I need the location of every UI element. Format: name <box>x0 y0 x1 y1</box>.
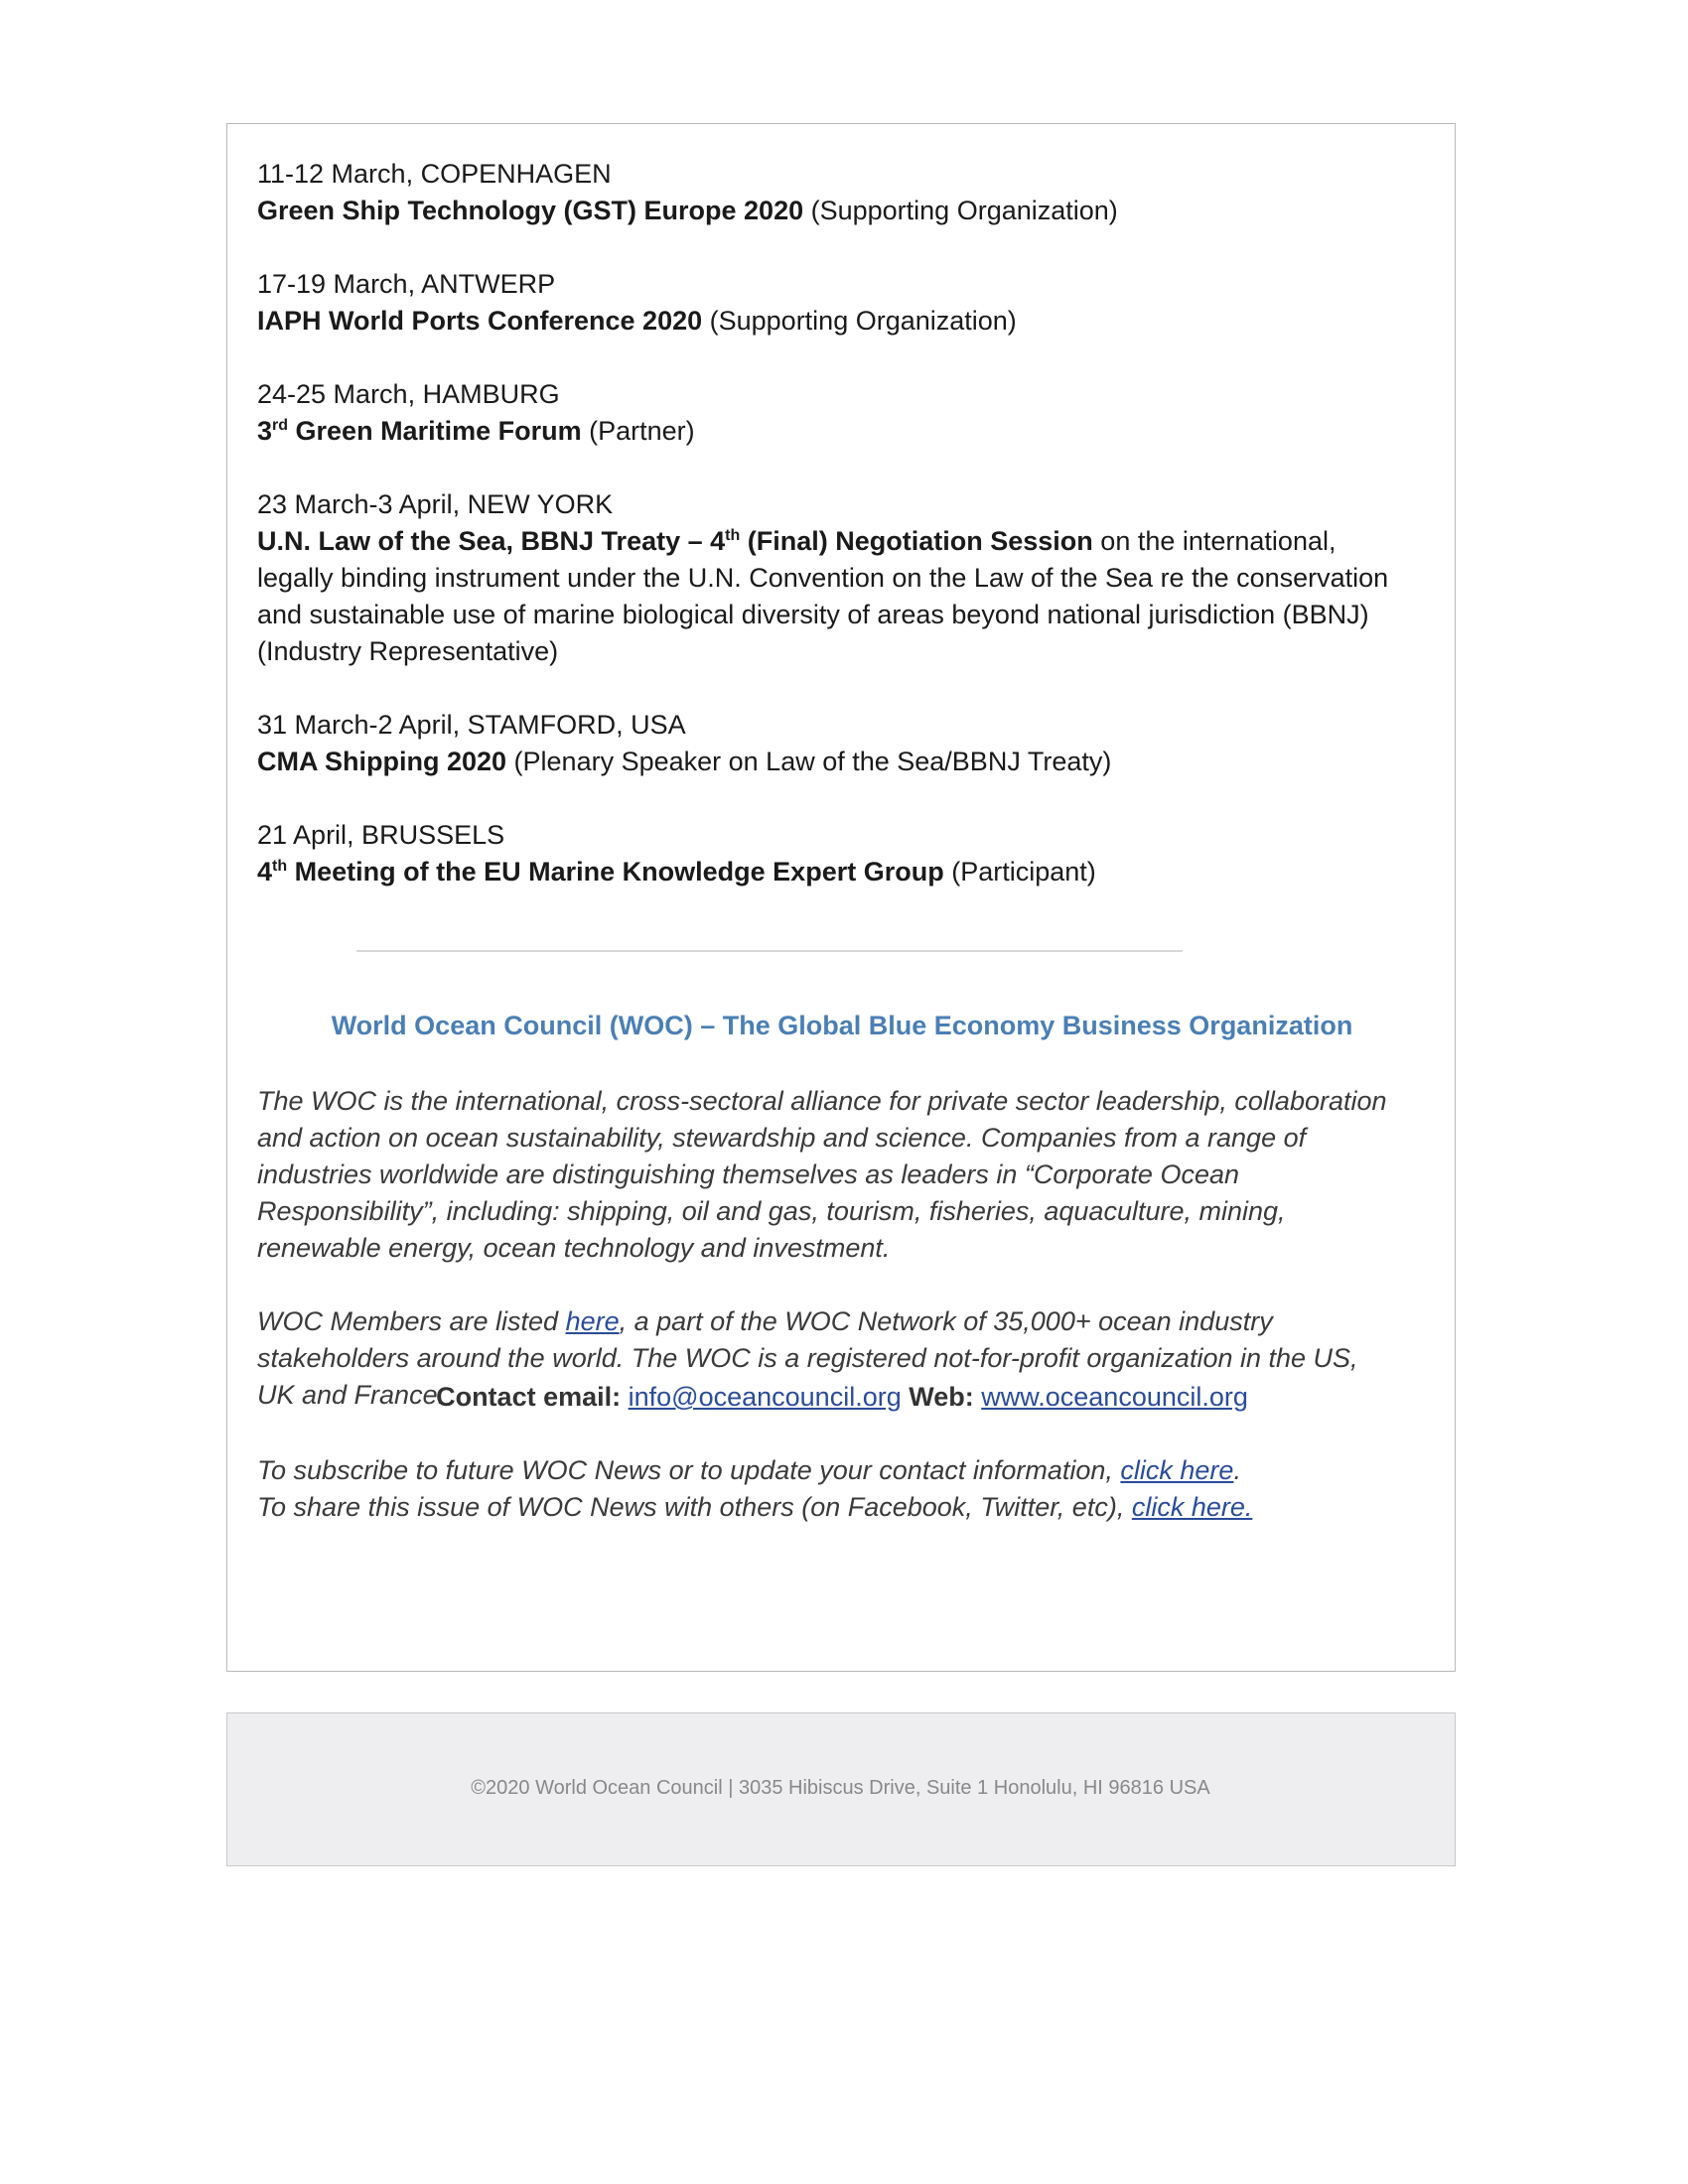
event-item <box>257 817 1399 890</box>
event-item <box>257 156 1399 229</box>
event-title-number: 4 <box>257 857 273 887</box>
members-here-link[interactable]: here <box>565 1306 620 1336</box>
event-role: (Participant) <box>943 857 1096 887</box>
event-role: (Partner) <box>581 416 695 446</box>
event-title-number: 3 <box>257 416 273 446</box>
event-role: (Plenary Speaker on Law of the Sea/BBNJ Treaty) <box>506 747 1112 776</box>
website-link[interactable]: www.oceancouncil.org <box>981 1382 1248 1412</box>
event-date: 11-12 March, COPENHAGEN <box>257 159 612 189</box>
event-description: on the international, legally binding instrument under the U.N. Convention on the Law of the Sea re the conservation and sustainable use of marine biological diversity of areas beyond national jurisdiction (BBNJ) (Industry Representative) <box>257 526 1389 666</box>
event-date: 24-25 March, HAMBURG <box>257 379 560 409</box>
subscribe-text: To subscribe to future WOC News or to update your contact information, <box>257 1455 1121 1485</box>
share-line <box>257 1489 1399 1526</box>
subscribe-line <box>257 1452 1399 1489</box>
event-title <box>257 857 944 887</box>
subscribe-section <box>257 1452 1399 1526</box>
event-title-text: (Final) Negotiation Session <box>740 526 1093 556</box>
event-item <box>257 376 1399 450</box>
footer-copyright: ©2020 World Ocean Council | 3035 Hibiscus Drive, Suite 1 Honolulu, HI 96816 USA <box>471 1777 1210 1799</box>
members-text-post: , a part of the WOC Network of 35,000+ ocean industry stakeholders around the world. The WOC is a registered not-for-profit organization in the US, UK and France. <box>257 1306 1358 1410</box>
subscribe-click-here-link[interactable]: click here <box>1120 1455 1234 1485</box>
event-role: (Supporting Organization) <box>803 196 1118 225</box>
contact-email-label: Contact email: <box>436 1382 622 1412</box>
event-date: 31 March-2 April, STAMFORD, USA <box>257 710 686 740</box>
members-text-pre: WOC Members are listed <box>257 1306 566 1336</box>
event-title-prefix: U.N. Law of the Sea, BBNJ Treaty – 4 <box>257 526 726 556</box>
event-title <box>257 416 582 446</box>
event-item <box>257 707 1399 780</box>
section-divider <box>356 950 1183 952</box>
org-description: The WOC is the international, cross-sectoral alliance for private sector leadership, collaboration and action on ocean sustainability, stewardship and science. Companies from a range of industries worldwide are distinguishing themselves as leaders in “Corporate Ocean Responsibility”, including: shipping, oil and gas, tourism, fisheries, aquaculture, mining, renewable energy, ocean technology and investment. <box>257 1086 1387 1263</box>
event-title-ordinal: rd <box>272 417 289 434</box>
newsletter-content-box <box>226 123 1456 1672</box>
event-date: 17-19 March, ANTWERP <box>257 269 556 299</box>
event-title-ordinal: th <box>272 858 288 875</box>
event-title: Green Ship Technology (GST) Europe 2020 <box>257 196 804 225</box>
event-title: IAPH World Ports Conference 2020 <box>257 306 703 336</box>
event-date: 21 April, BRUSSELS <box>257 820 505 850</box>
event-title-text: Meeting of the EU Marine Knowledge Expert Group <box>287 857 944 887</box>
event-title-ordinal: th <box>725 527 741 544</box>
subscribe-text-end: . <box>1233 1455 1241 1485</box>
events-list <box>257 156 1399 927</box>
event-item <box>257 266 1399 340</box>
org-heading: World Ocean Council (WOC) – The Global Blue Economy Business Organization <box>331 1011 1353 1040</box>
event-date: 23 March-3 April, NEW YORK <box>257 489 614 519</box>
event-title-text: Green Maritime Forum <box>288 416 582 446</box>
contact-line <box>227 1379 1457 1416</box>
share-text: To share this issue of WOC News with others (on Facebook, Twitter, etc), <box>257 1492 1132 1522</box>
event-role: (Supporting Organization) <box>702 306 1017 336</box>
event-title <box>257 526 1093 556</box>
web-label: Web: <box>909 1382 974 1412</box>
event-item <box>257 486 1399 670</box>
share-click-here-link[interactable]: click here. <box>1131 1492 1253 1522</box>
footer <box>226 1712 1456 1866</box>
contact-email-link[interactable]: info@oceancouncil.org <box>628 1382 902 1412</box>
event-title: CMA Shipping 2020 <box>257 747 507 776</box>
